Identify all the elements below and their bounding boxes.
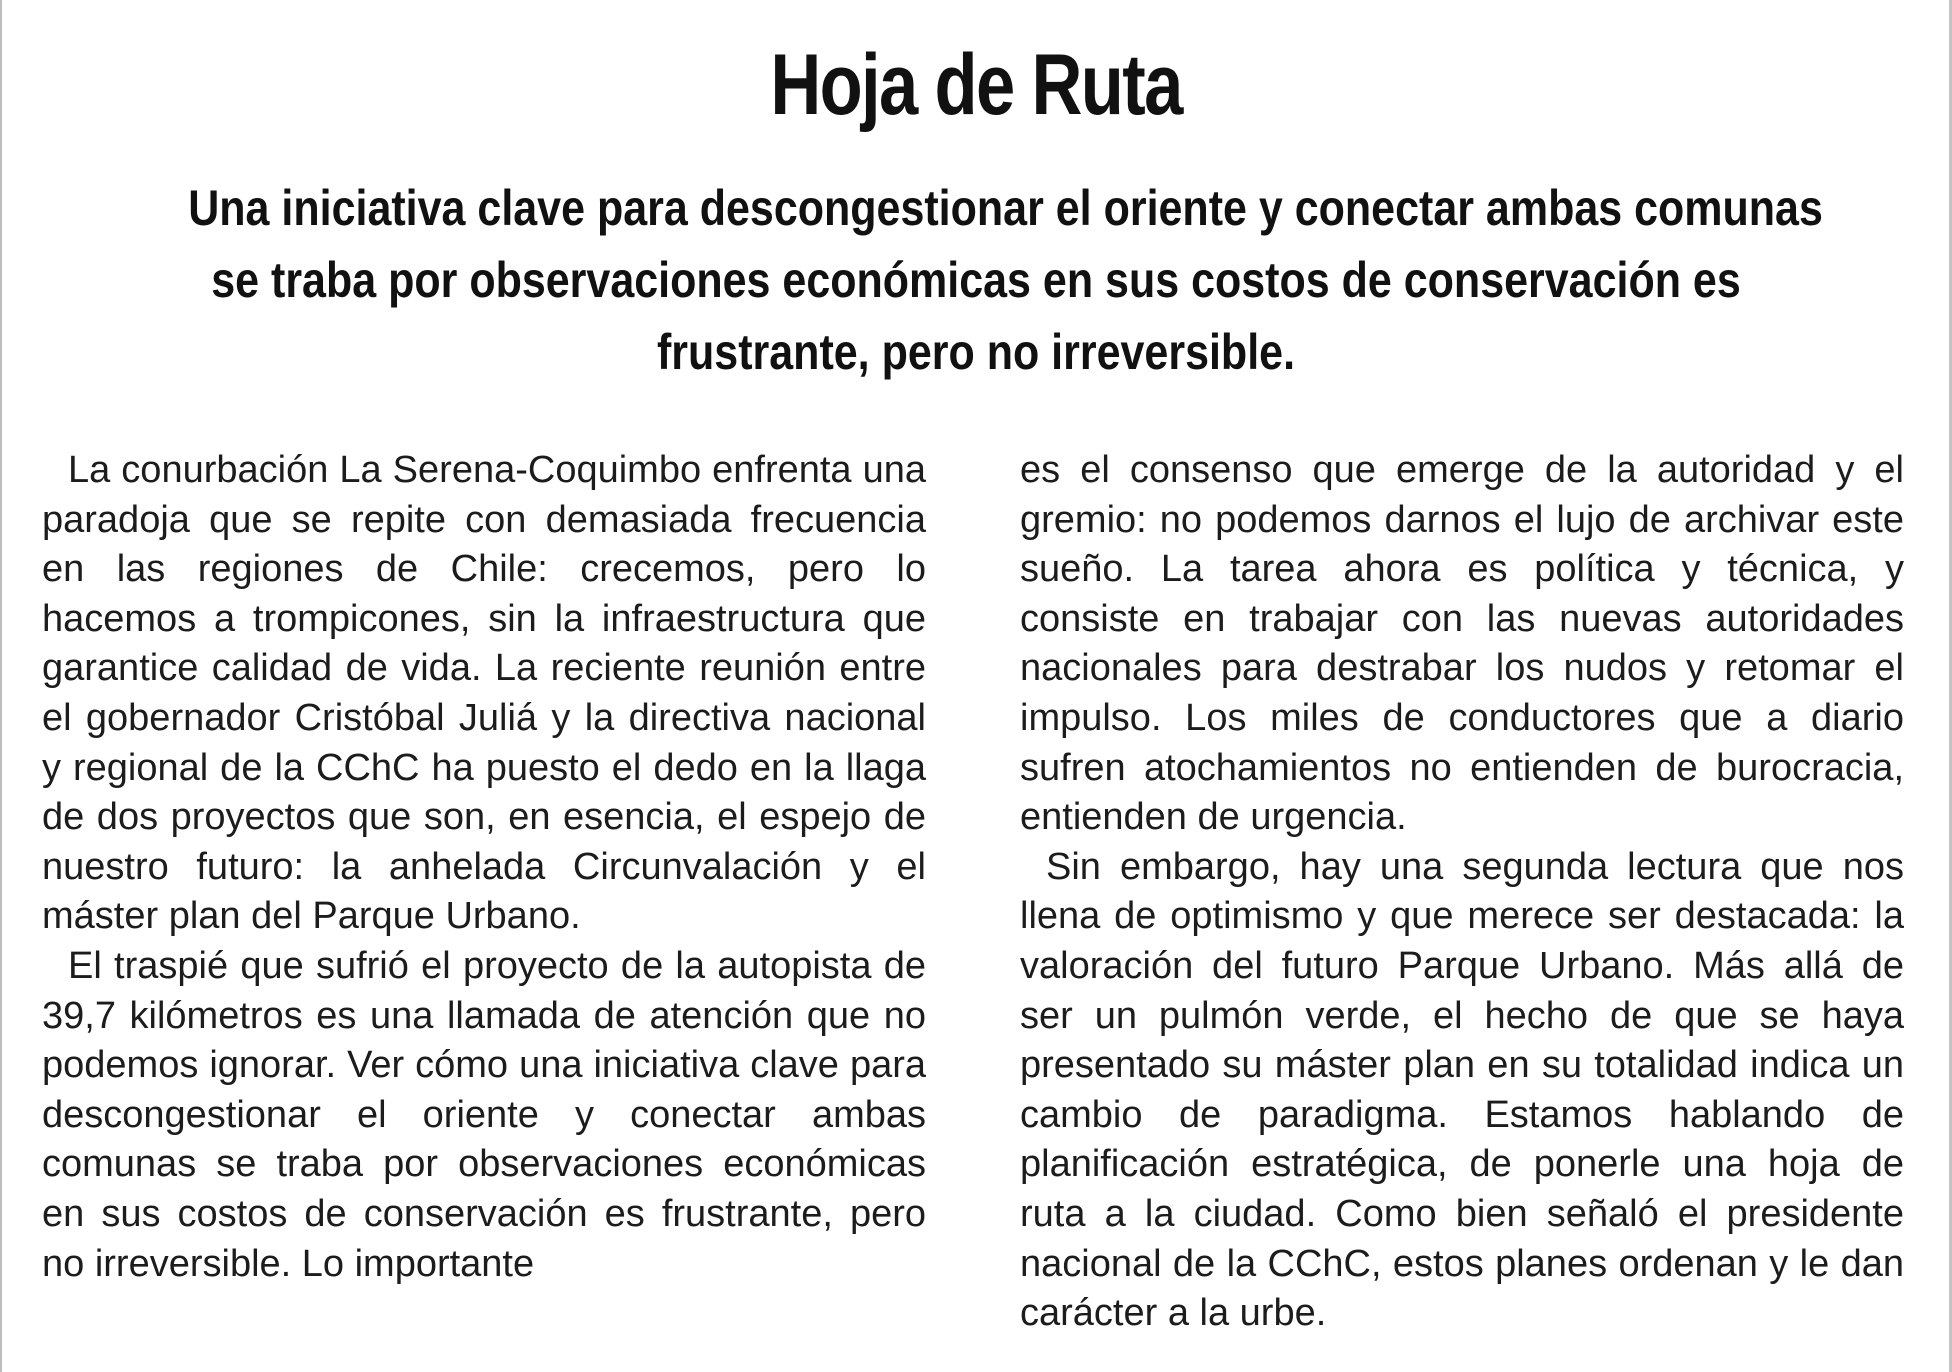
deck-line: se traba por observaciones económicas en sus costos de conservación es	[211, 252, 1741, 308]
article-column-left	[42, 446, 926, 1289]
body-paragraph-continued: es el consenso que emerge de la autoridad y el gremio: no podemos darnos el lujo de archivar este sueño. La tarea ahora es política y técnica, y consiste en trabajar con las nuevas autoridades nacionales para destrabar los nudos y retomar el impulso. Los miles de conductores que a diario sufren atochamientos no entienden de burocracia, entienden de urgencia.	[1020, 449, 1904, 839]
article-deck	[188, 172, 1823, 388]
body-paragraph: El traspié que sufrió el proyecto de la autopista de 39,7 kilómetros es una llamada de atención que no podemos ignorar. Ver cómo una iniciativa clave para descongestionar el oriente y conectar ambas comunas se traba por observaciones económicas en sus costos de conservación es frustrante, pero no irreversible. Lo importante	[42, 944, 926, 1285]
article-headline: Hoja de Ruta	[770, 37, 1182, 133]
body-paragraph: La conurbación La Serena-Coquimbo enfrenta una paradoja que se repite con demasiada frecuencia en las regiones de Chile: crecemos, pero lo hacemos a trompicones, sin la infraestructura que garantice calidad de vida. La reciente reunión entre el gobernador Cristóbal Juliá y la directiva nacional y regional de la CChC ha puesto el dedo en la llaga de dos proyectos que son, en esencia, el espejo de nuestro futuro: la anhelada Circunvalación y el máster plan del Parque Urbano.	[42, 449, 926, 938]
page-edge-left	[0, 0, 2, 1372]
article-column-right	[1020, 446, 1904, 1339]
deck-line: frustrante, pero no irreversible.	[656, 324, 1296, 380]
deck-line: Una iniciativa clave para descongestionar el oriente y conectar ambas comunas	[188, 180, 1823, 236]
body-paragraph: Sin embargo, hay una segunda lectura que nos llena de optimismo y que merece ser destacada: la valoración del futuro Parque Urbano. Más allá de ser un pulmón verde, el hecho de que se haya presentado su máster plan en su totalidad indica un cambio de paradigma. Estamos hablando de planificación estratégica, de ponerle una hoja de ruta a la ciudad. Como bien señaló el presidente nacional de la CChC, estos planes ordenan y le dan carácter a la urbe.	[1020, 845, 1904, 1335]
